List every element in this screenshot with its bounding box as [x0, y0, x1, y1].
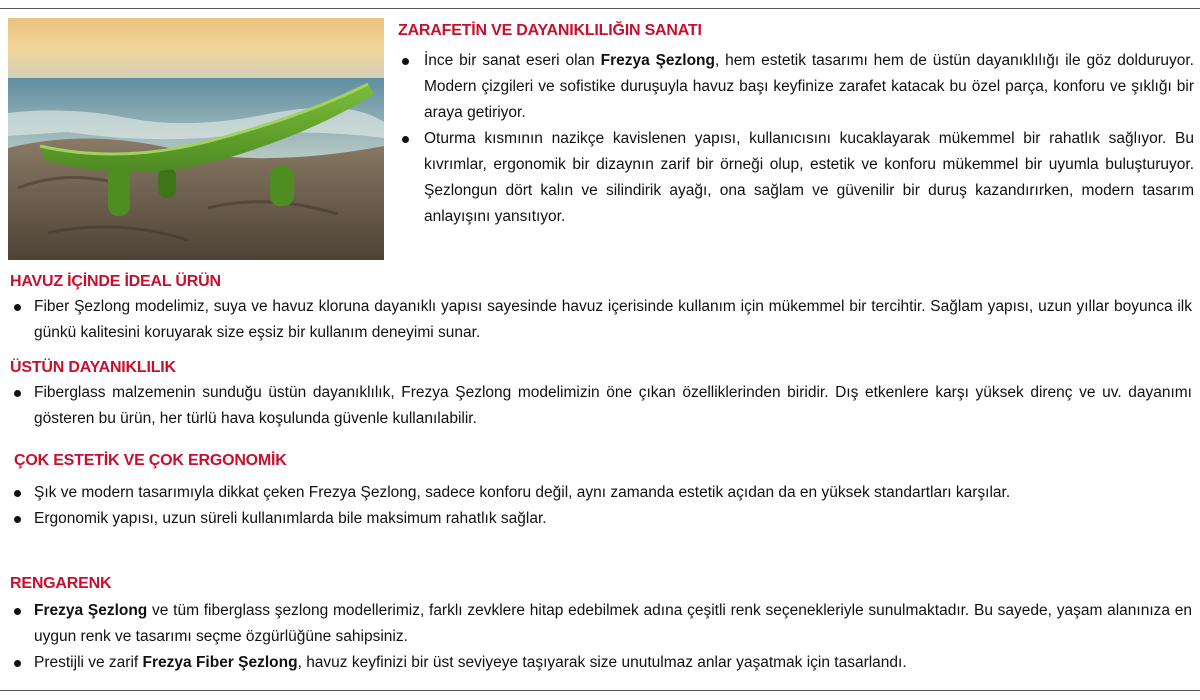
intro-heading: ZARAFETİN VE DAYANIKLILIĞIN SANATI [398, 22, 702, 39]
section-durability [10, 357, 1192, 432]
intro-section [398, 20, 1194, 230]
list-item: Oturma kısmının nazikçe kavislenen yapısı, kullanıcısını kucaklayarak mükemmel bir rahatlık sağlıyor. Bu kıvrımlar, ergonomik bir dizaynın zarif bir örneği olup, estetik ve konforu mükemmel bir uyumla buluşturuyor. Şezlongun dört kalın ve silindirik ayağı, ona sağlam ve güvenilir bir duruş kazandırırken, modern tasarım anlayışını yansıtıyor. [398, 126, 1194, 230]
bold-product-name: Frezya Fiber Şezlong [142, 654, 298, 671]
list-item: Fiberglass malzemenin sunduğu üstün dayanıklılık, Frezya Şezlong modelimizin öne çıkan özelliklerinden biridir. Dış etkenlere karşı yüksek direnç ve uv. dayanımı gösteren bu ürün, her türlü hava koşulunda güvenle kullanılabilir. [10, 380, 1192, 432]
section-heading: HAVUZ İÇİNDE İDEAL ÜRÜN [10, 273, 221, 290]
list-item: İnce bir sanat eseri olan Frezya Şezlong, hem estetik tasarımı hem de üstün dayanıklılığı ile göz dolduruyor. Modern çizgileri ve sofistike duruşuyla havuz başı keyfinize zarafet katacak bu özel parça, konforu ve şıklığı bir araya getiriyor. [398, 48, 1194, 126]
section-aesthetic [10, 450, 1192, 532]
section-heading: RENGARENK [10, 575, 112, 592]
section-heading: ÜSTÜN DAYANIKLILIK [10, 359, 176, 376]
section-list [10, 294, 1192, 346]
bottom-rule [0, 690, 1200, 691]
intro-list [398, 48, 1194, 230]
section-heading: ÇOK ESTETİK VE ÇOK ERGONOMİK [14, 452, 287, 469]
list-item: Şık ve modern tasarımıyla dikkat çeken Frezya Şezlong, sadece konforu değil, aynı zamanda estetik açıdan da en yüksek standartları karşılar. [10, 480, 1192, 506]
section-pool [10, 271, 1192, 346]
list-item: Fiber Şezlong modelimiz, suya ve havuz kloruna dayanıklı yapısı sayesinde havuz içerisinde kullanım için mükemmel bir tercihtir. Sağlam yapısı, uzun yıllar boyunca ilk günkü kalitesini koruyarak size eşsiz bir kullanım deneyimi sunar. [10, 294, 1192, 346]
section-colors [10, 573, 1192, 676]
list-item: Ergonomik yapısı, uzun süreli kullanımlarda bile maksimum rahatlık sağlar. [10, 506, 1192, 532]
list-item: Frezya Şezlong ve tüm fiberglass şezlong modellerimiz, farklı zevklere hitap edebilmek adına çeşitli renk seçenekleriyle sunulmaktadır. Bu sayede, yaşam alanınıza en uygun renk ve tasarımı seçme özgürlüğüne sahipsiniz. [10, 598, 1192, 650]
list-item: Prestijli ve zarif Frezya Fiber Şezlong, havuz keyfinizi bir üst seviyeye taşıyarak size unutulmaz anlar yaşatmak için tasarlandı. [10, 650, 1192, 676]
top-rule [0, 8, 1200, 9]
section-list [10, 480, 1192, 532]
product-photo [8, 18, 384, 260]
bold-product-name: Frezya Şezlong [34, 602, 148, 619]
section-list [10, 598, 1192, 676]
section-list [10, 380, 1192, 432]
bold-product-name: Frezya Şezlong [600, 52, 715, 69]
